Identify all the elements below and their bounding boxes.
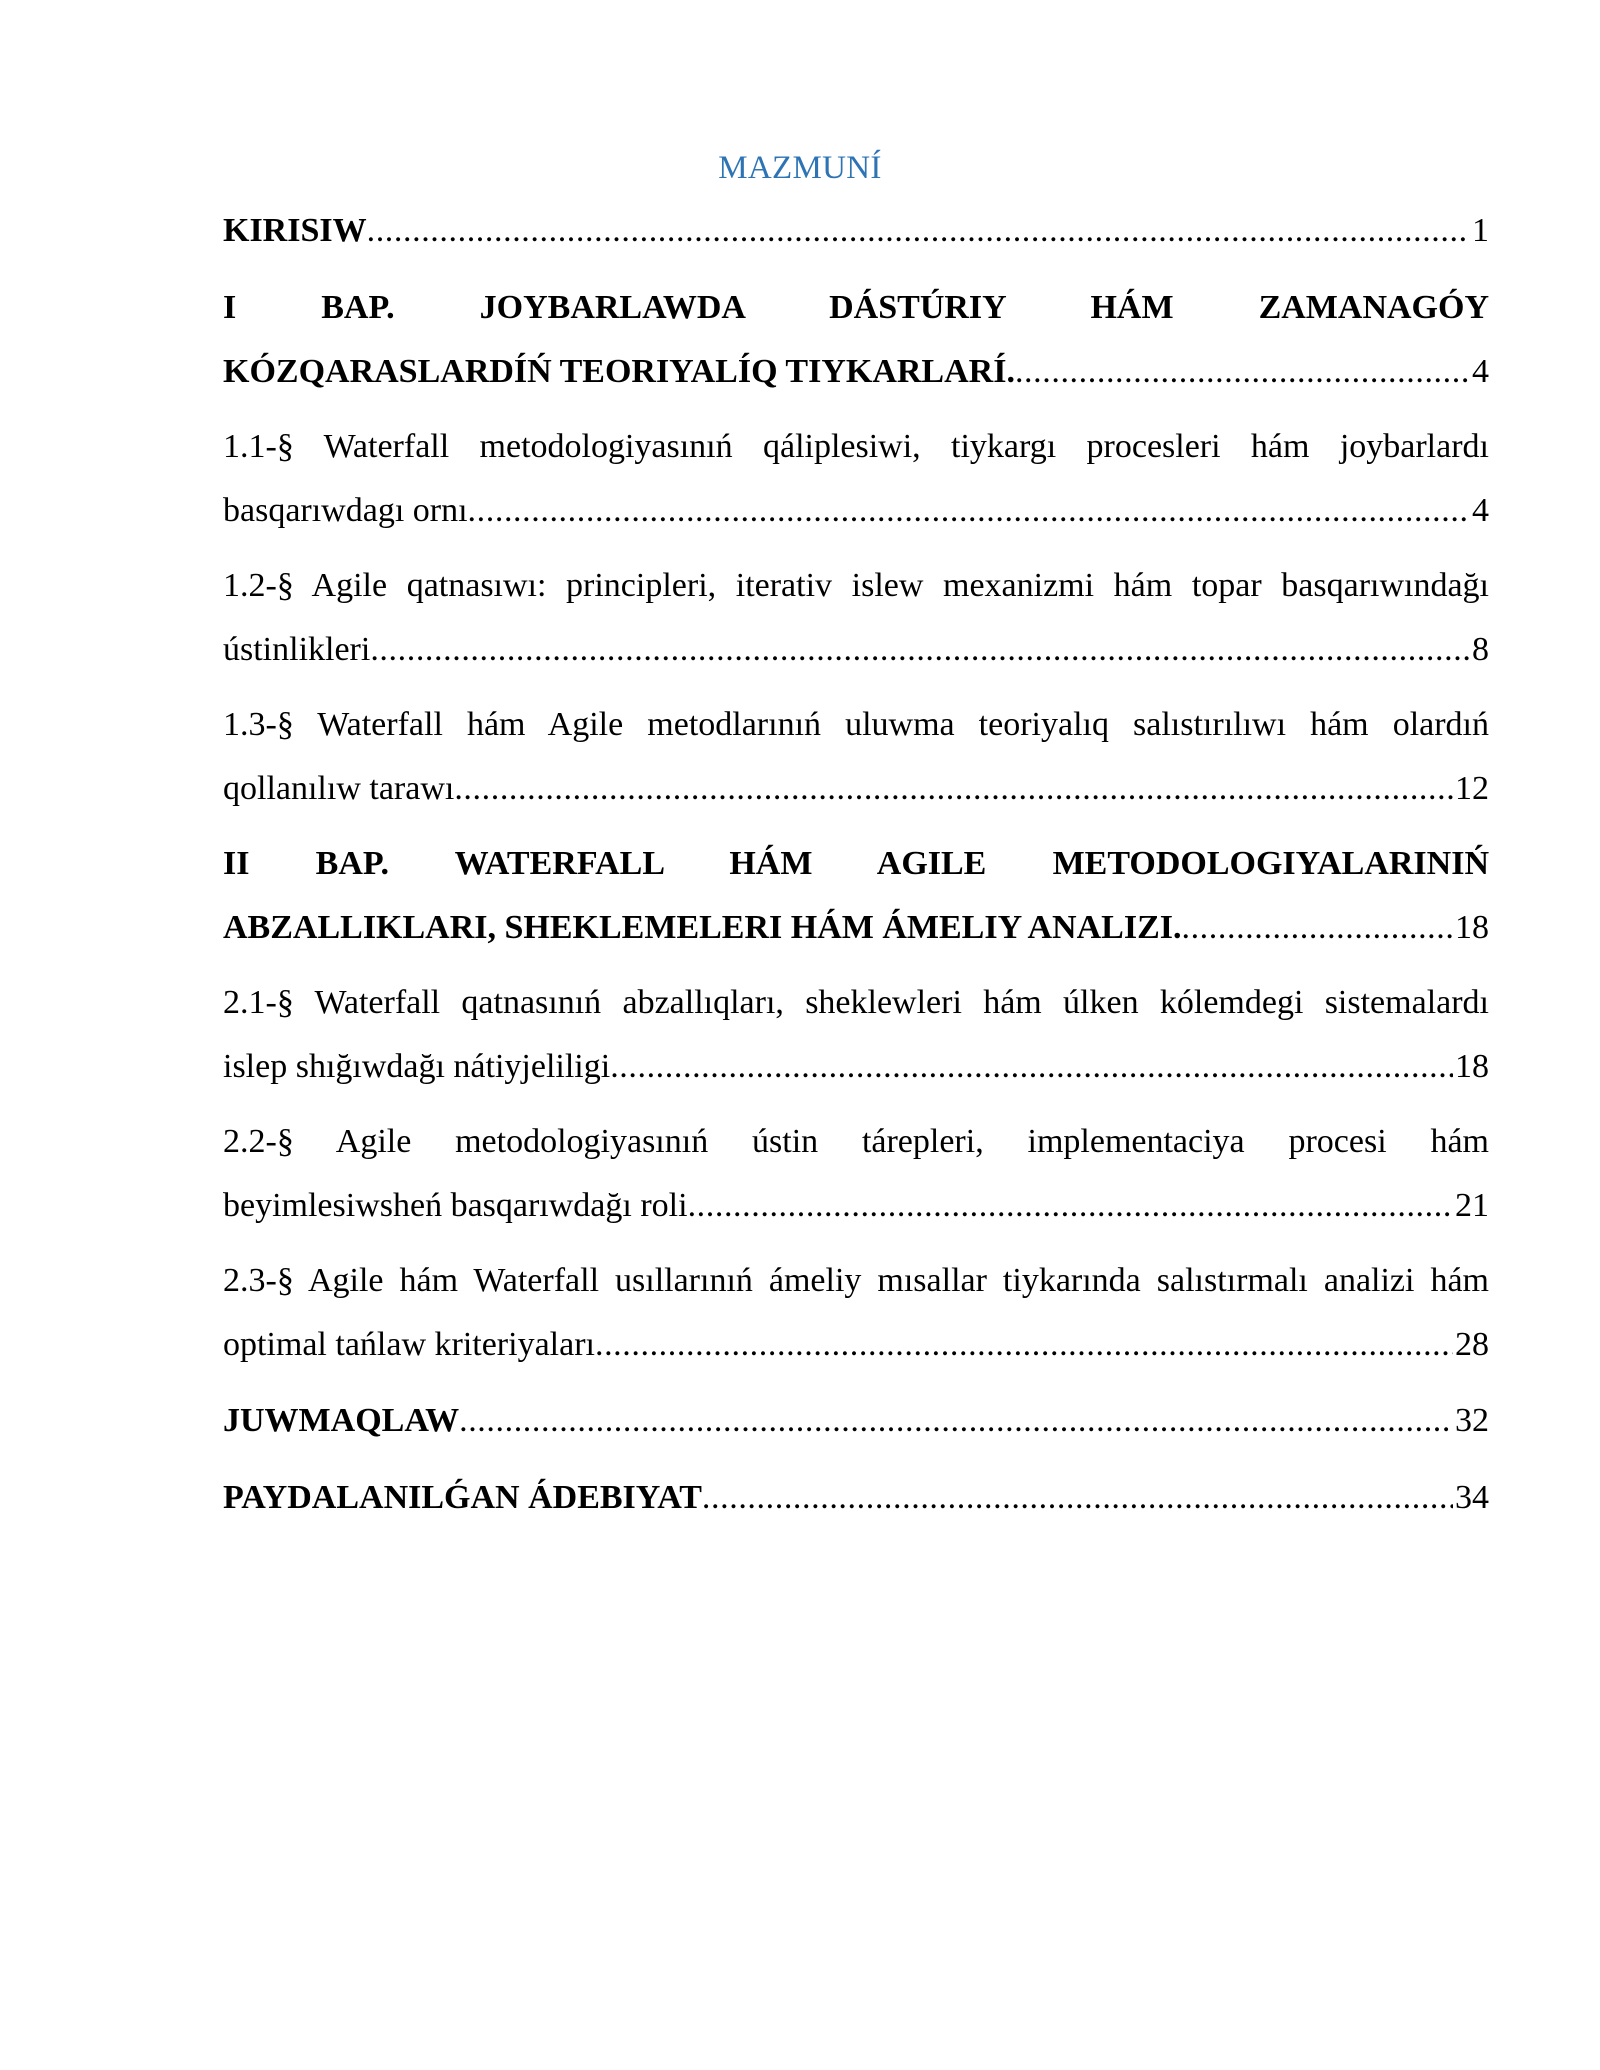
toc-entry-section-1-1[interactable] bbox=[223, 415, 1489, 543]
toc-entry-label: optimal tańlaw kriteriyaları bbox=[223, 1326, 595, 1363]
toc-entry-line: II BAP. WATERFALL HÁM AGILE METODOLOGIYALARINIŃ bbox=[223, 845, 1489, 882]
dot-leader bbox=[367, 199, 1470, 263]
toc-entry-page: 8 bbox=[1472, 631, 1489, 668]
dot-leader bbox=[595, 1313, 1453, 1377]
toc-entry-section-2-2[interactable] bbox=[223, 1110, 1489, 1238]
dot-leader bbox=[459, 1389, 1453, 1453]
toc-entry-page: 32 bbox=[1455, 1402, 1489, 1439]
toc-entry-line: 2.1-§ Waterfall qatnasınıń abzallıqları, sheklewleri hám úlken kólemdegi sistemalardı bbox=[223, 984, 1489, 1021]
dot-leader bbox=[468, 479, 1470, 543]
toc-entry-section-2-1[interactable] bbox=[223, 971, 1489, 1099]
toc-entry-line: 2.2-§ Agile metodologiyasınıń ústin tárepleri, implementaciya procesi hám bbox=[223, 1123, 1489, 1160]
toc-title: MAZMUNÍ bbox=[718, 150, 882, 186]
toc-entry-label: islep shığıwdağı nátiyjeliligi bbox=[223, 1048, 611, 1085]
dot-leader bbox=[610, 1035, 1453, 1099]
toc-entry-label: ABZALLIKLARI, SHEKLEMELERI HÁM ÁMELIY ANALIZI. bbox=[223, 909, 1182, 946]
toc-entry-section-1-3[interactable] bbox=[223, 693, 1489, 821]
toc-entry-page: 4 bbox=[1472, 492, 1489, 529]
dot-leader bbox=[702, 1466, 1453, 1530]
toc-entry-page: 21 bbox=[1455, 1187, 1489, 1224]
toc-entry-label: ústinlikleri bbox=[223, 631, 371, 668]
toc-entry-page: 1 bbox=[1472, 212, 1489, 249]
dot-leader bbox=[688, 1174, 1453, 1238]
toc-entry-section-1-2[interactable] bbox=[223, 554, 1489, 682]
toc-entry-page: 18 bbox=[1455, 1048, 1489, 1085]
toc-entry-label: KIRISIW bbox=[223, 212, 367, 249]
toc-entry-label: qollanılıw tarawı bbox=[223, 770, 455, 807]
toc-entry-page: 18 bbox=[1455, 909, 1489, 946]
dot-leader bbox=[1015, 340, 1470, 404]
toc-entry-paydalanilgan-adebiyat[interactable] bbox=[223, 1466, 1489, 1530]
dot-leader bbox=[370, 618, 1470, 682]
dot-leader bbox=[454, 757, 1453, 821]
toc-entry-label: PAYDALANILǴAN ÁDEBIYAT bbox=[223, 1479, 702, 1516]
toc-entry-juwmaqlaw[interactable] bbox=[223, 1389, 1489, 1453]
toc-entry-line: 2.3-§ Agile hám Waterfall usıllarınıń ámeliy mısallar tiykarında salıstırmalı analizi hám bbox=[223, 1262, 1489, 1299]
toc-entry-label: basqarıwdagı ornı bbox=[223, 492, 468, 529]
toc-entry-page: 34 bbox=[1455, 1479, 1489, 1516]
toc-entry-label: KÓZQARASLARDÍŃ TEORIYALÍQ TIYKARLARÍ. bbox=[223, 353, 1015, 390]
toc-entry-line: 1.3-§ Waterfall hám Agile metodlarınıń uluwma teoriyalıq salıstırılıwı hám olardıń bbox=[223, 706, 1489, 743]
toc-entry-page: 12 bbox=[1455, 770, 1489, 807]
toc-entry-chapter-2[interactable] bbox=[223, 832, 1489, 960]
dot-leader bbox=[1181, 896, 1453, 960]
toc-entry-line: 1.1-§ Waterfall metodologiyasınıń qáliplesiwi, tiykargı procesleri hám joybarlardı bbox=[223, 428, 1489, 465]
toc-entry-kirisiw[interactable] bbox=[223, 199, 1489, 263]
toc-entry-page: 4 bbox=[1472, 353, 1489, 390]
toc-entry-line: I BAP. JOYBARLAWDA DÁSTÚRIY HÁM ZAMANAGÓY bbox=[223, 289, 1489, 326]
toc-entry-section-2-3[interactable] bbox=[223, 1249, 1489, 1377]
toc-entry-label: JUWMAQLAW bbox=[223, 1402, 460, 1439]
toc-entry-chapter-1[interactable] bbox=[223, 276, 1489, 404]
toc-entry-line: 1.2-§ Agile qatnasıwı: principleri, iterativ islew mexanizmi hám topar basqarıwındağı bbox=[223, 567, 1489, 604]
toc-entry-page: 28 bbox=[1455, 1326, 1489, 1363]
toc-entry-label: beyimlesiwsheń basqarıwdağı roli bbox=[223, 1187, 688, 1224]
